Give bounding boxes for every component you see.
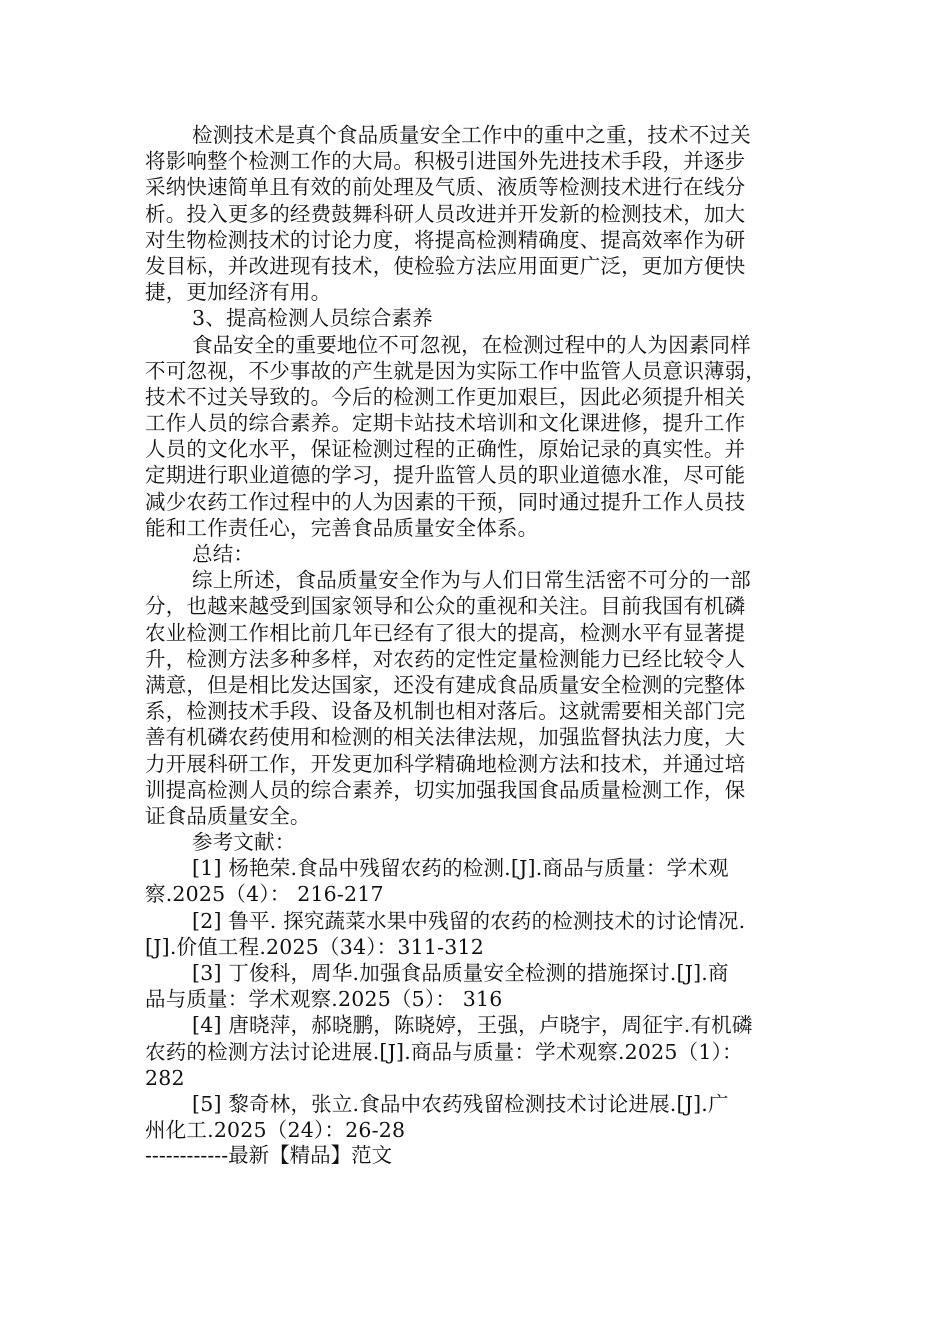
text-line: 技术不过关导致的。今后的检测工作更加艰巨，因此必须提升相关 <box>145 384 746 409</box>
text-line: 捷，更加经济有用。 <box>145 280 332 305</box>
text-line: 析。投入更多的经费鼓舞科研人员改进并开发新的检测技术，加大 <box>145 201 746 226</box>
text-line: 善有机磷农药使用和检测的相关法律法规，加强监督执法力度，大 <box>145 725 746 750</box>
text-line: 证食品质量安全。 <box>145 803 311 828</box>
text-line: [5] 黎奇林，张立.食品中农药残留检测技术讨论进展.[J].广 <box>192 1091 729 1116</box>
text-line: 品与质量：学术观察.2025（5）： 316 <box>145 987 503 1012</box>
text-line: [2] 鲁平. 探究蔬菜水果中残留的农药的检测技术的讨论情况. <box>192 908 746 933</box>
text-line: 将影响整个检测工作的大局。积极引进国外先进技术手段，并逐步 <box>145 149 746 174</box>
text-line: 察.2025（4）： 216-217 <box>145 882 384 907</box>
text-line: 采纳快速简单且有效的前处理及气质、液质等检测技术进行在线分 <box>145 175 746 200</box>
text-line: 发目标，并改进现有技术，使检验方法应用面更广泛，更加方便快 <box>145 253 746 278</box>
text-line: 州化工.2025（24）：26-28 <box>145 1118 406 1143</box>
text-line: 定期进行职业道德的学习，提升监管人员的职业道德水准，尽可能 <box>145 463 746 488</box>
text-line: 3、提高检测人员综合素养 <box>192 306 433 331</box>
text-line: 系，检测技术手段、设备及机制也相对落后。这就需要相关部门完 <box>145 699 746 724</box>
text-line: 对生物检测技术的讨论力度，将提高检测精确度、提高效率作为研 <box>145 227 746 252</box>
text-line: 减少农药工作过程中的人为因素的干预，同时通过提升工作人员技 <box>145 489 746 514</box>
text-line: 总结： <box>192 542 255 566</box>
text-line: 食品安全的重要地位不可忽视，在检测过程中的人为因素同样 <box>192 332 751 357</box>
text-line: 参考文献： <box>192 830 296 855</box>
text-line: 能和工作责任心，完善食品质量安全体系。 <box>145 515 539 540</box>
text-line: 282 <box>145 1065 185 1090</box>
text-line: 力开展科研工作，开发更加科学精确地检测方法和技术，并通过培 <box>145 751 746 776</box>
text-line: 人员的文化水平，保证检测过程的正确性，原始记录的真实性。并 <box>145 437 746 462</box>
text-line: 升，检测方法多种多样，对农药的定性定量检测能力已经比较令人 <box>145 646 746 671</box>
footer-caption: ------------最新【精品】范文 <box>145 1143 393 1167</box>
text-line: 分，也越来越受到国家领导和公众的重视和关注。目前我国有机磷 <box>145 594 746 619</box>
text-line: [J].价值工程.2025（34）：311-312 <box>145 934 484 959</box>
text-line: 农药的检测方法讨论进展.[J].商品与质量：学术观察.2025（1）： <box>145 1039 743 1064</box>
text-line: 工作人员的综合素养。定期卡站技术培训和文化课进修，提升工作 <box>145 411 746 436</box>
text-line: [4] 唐晓萍，郝晓鹏，陈晓婷，王强，卢晓宇，周征宇.有机磷 <box>192 1013 753 1038</box>
text-line: 满意，但是相比发达国家，还没有建成食品质量安全检测的完整体 <box>145 672 746 697</box>
text-line: [1] 杨艳荣.食品中残留农药的检测.[J].商品与质量：学术观 <box>192 856 729 881</box>
text-line: 训提高检测人员的综合素养，切实加强我国食品质量检测工作，保 <box>145 777 746 802</box>
text-line: 农业检测工作相比前几年已经有了很大的提高，检测水平有显著提 <box>145 620 746 645</box>
text-line: 检测技术是真个食品质量安全工作中的重中之重，技术不过关 <box>192 123 751 147</box>
document-body <box>145 122 805 1143</box>
text-line: 不可忽视，不少事故的产生就是因为实际工作中监管人员意识薄弱， <box>145 358 766 383</box>
text-line: [3] 丁俊科，周华.加强食品质量安全检测的措施探讨.[J].商 <box>192 961 729 985</box>
text-line: 综上所述，食品质量安全作为与人们日常生活密不可分的一部 <box>192 568 751 593</box>
